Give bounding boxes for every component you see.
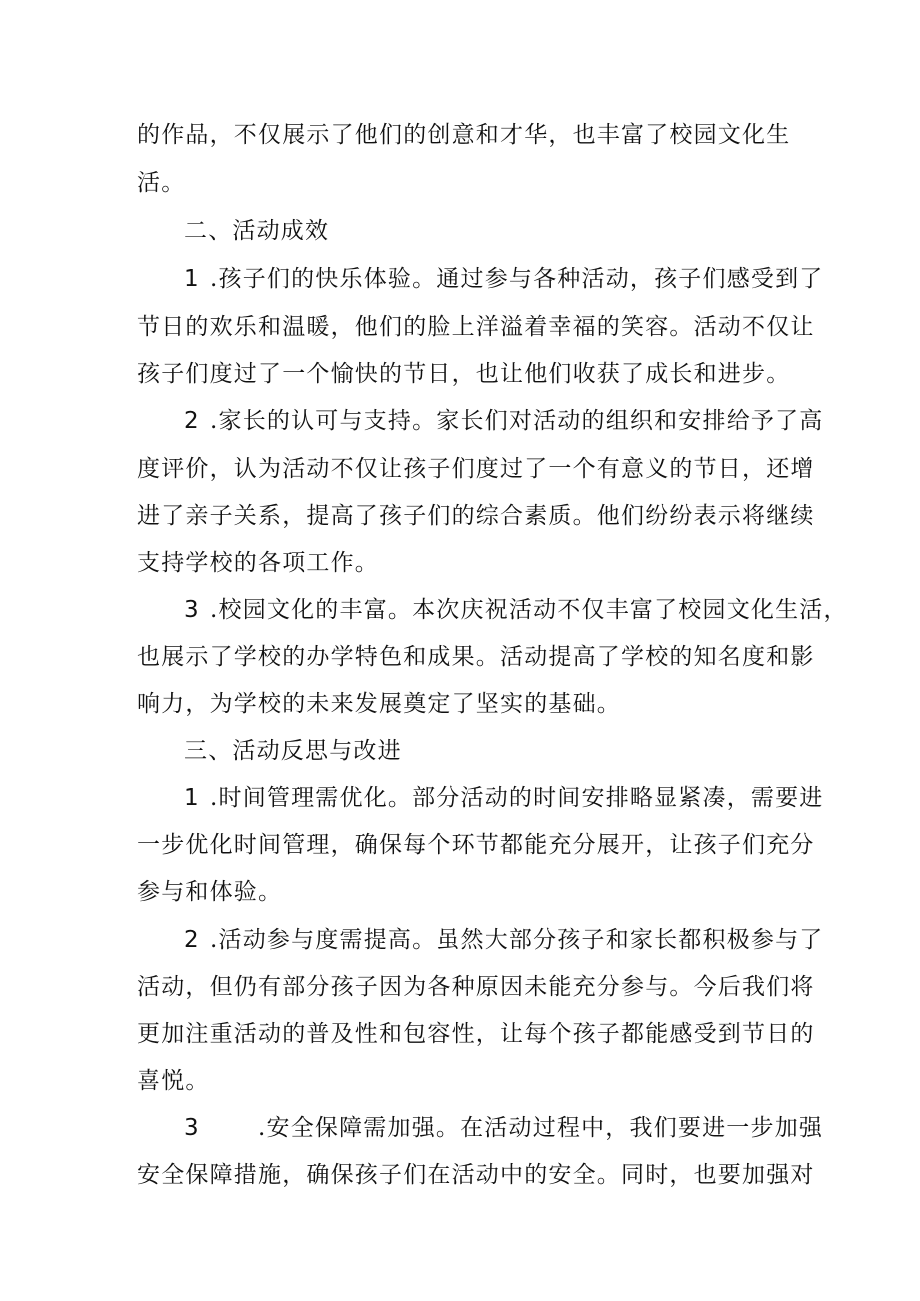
paragraph-line: 喜悦。 <box>137 1068 210 1094</box>
list-item-first-line <box>184 925 864 955</box>
paragraph-line: 节日的欢乐和温暖，他们的脸上洋溢着幸福的笑容。活动不仅让 <box>137 314 815 340</box>
item-text: .安全保障需加强。在活动过程中，我们要进一步加强 <box>258 1115 824 1141</box>
paragraph-line: 孩子们度过了一个愉快的节日，也让他们收获了成长和进步。 <box>137 361 791 387</box>
item-text: .活动参与度需提高。虽然大部分孩子和家长都积极参与了 <box>210 927 824 953</box>
item-text: .孩子们的快乐体验。通过参与各种活动，孩子们感受到了 <box>210 266 824 292</box>
paragraph-line: 参与和体验。 <box>137 879 283 905</box>
paragraph-line: 活。 <box>137 170 186 196</box>
list-item-first-line <box>184 1113 864 1143</box>
item-number: 1 <box>184 266 200 292</box>
paragraph-line: 活动，但仍有部分孩子因为各种原因未能充分参与。今后我们将 <box>137 974 815 1000</box>
paragraph-line: 度评价，认为活动不仅让孩子们度过了一个有意义的节日，还增 <box>137 456 815 482</box>
paragraph-line: 也展示了学校的办学特色和成果。活动提高了学校的知名度和影 <box>137 644 815 670</box>
item-number: 3 <box>184 597 200 623</box>
list-item-first-line <box>184 264 864 294</box>
item-number: 2 <box>184 927 200 953</box>
paragraph-line: 安全保障措施，确保孩子们在活动中的安全。同时，也要加强对 <box>137 1162 815 1188</box>
item-number: 2 <box>184 408 200 434</box>
paragraph-line: 响力，为学校的未来发展奠定了坚实的基础。 <box>137 691 621 717</box>
list-item-first-line <box>184 406 864 436</box>
item-text: .校园文化的丰富。本次庆祝活动不仅丰富了校园文化生活， <box>210 597 848 623</box>
paragraph-line: 更加注重活动的普及性和包容性，让每个孩子都能感受到节日的 <box>137 1021 815 1047</box>
section-heading: 三、活动反思与改进 <box>184 738 402 764</box>
list-item-first-line <box>184 595 864 625</box>
item-number: 1 <box>184 785 200 811</box>
list-item-first-line <box>184 783 864 813</box>
item-text: .家长的认可与支持。家长们对活动的组织和安排给予了高 <box>210 408 824 434</box>
item-text: .时间管理需优化。部分活动的时间安排略显紧凑，需要进 <box>210 785 824 811</box>
paragraph-line: 一步优化时间管理，确保每个环节都能充分展开，让孩子们充分 <box>137 832 815 858</box>
paragraph-line: 进了亲子关系，提高了孩子们的综合素质。他们纷纷表示将继续 <box>137 503 815 529</box>
section-heading: 二、活动成效 <box>184 218 330 244</box>
item-number: 3 <box>184 1115 200 1141</box>
paragraph-line: 支持学校的各项工作。 <box>137 550 379 576</box>
paragraph-line: 的作品，不仅展示了他们的创意和才华，也丰富了校园文化生 <box>137 122 791 148</box>
